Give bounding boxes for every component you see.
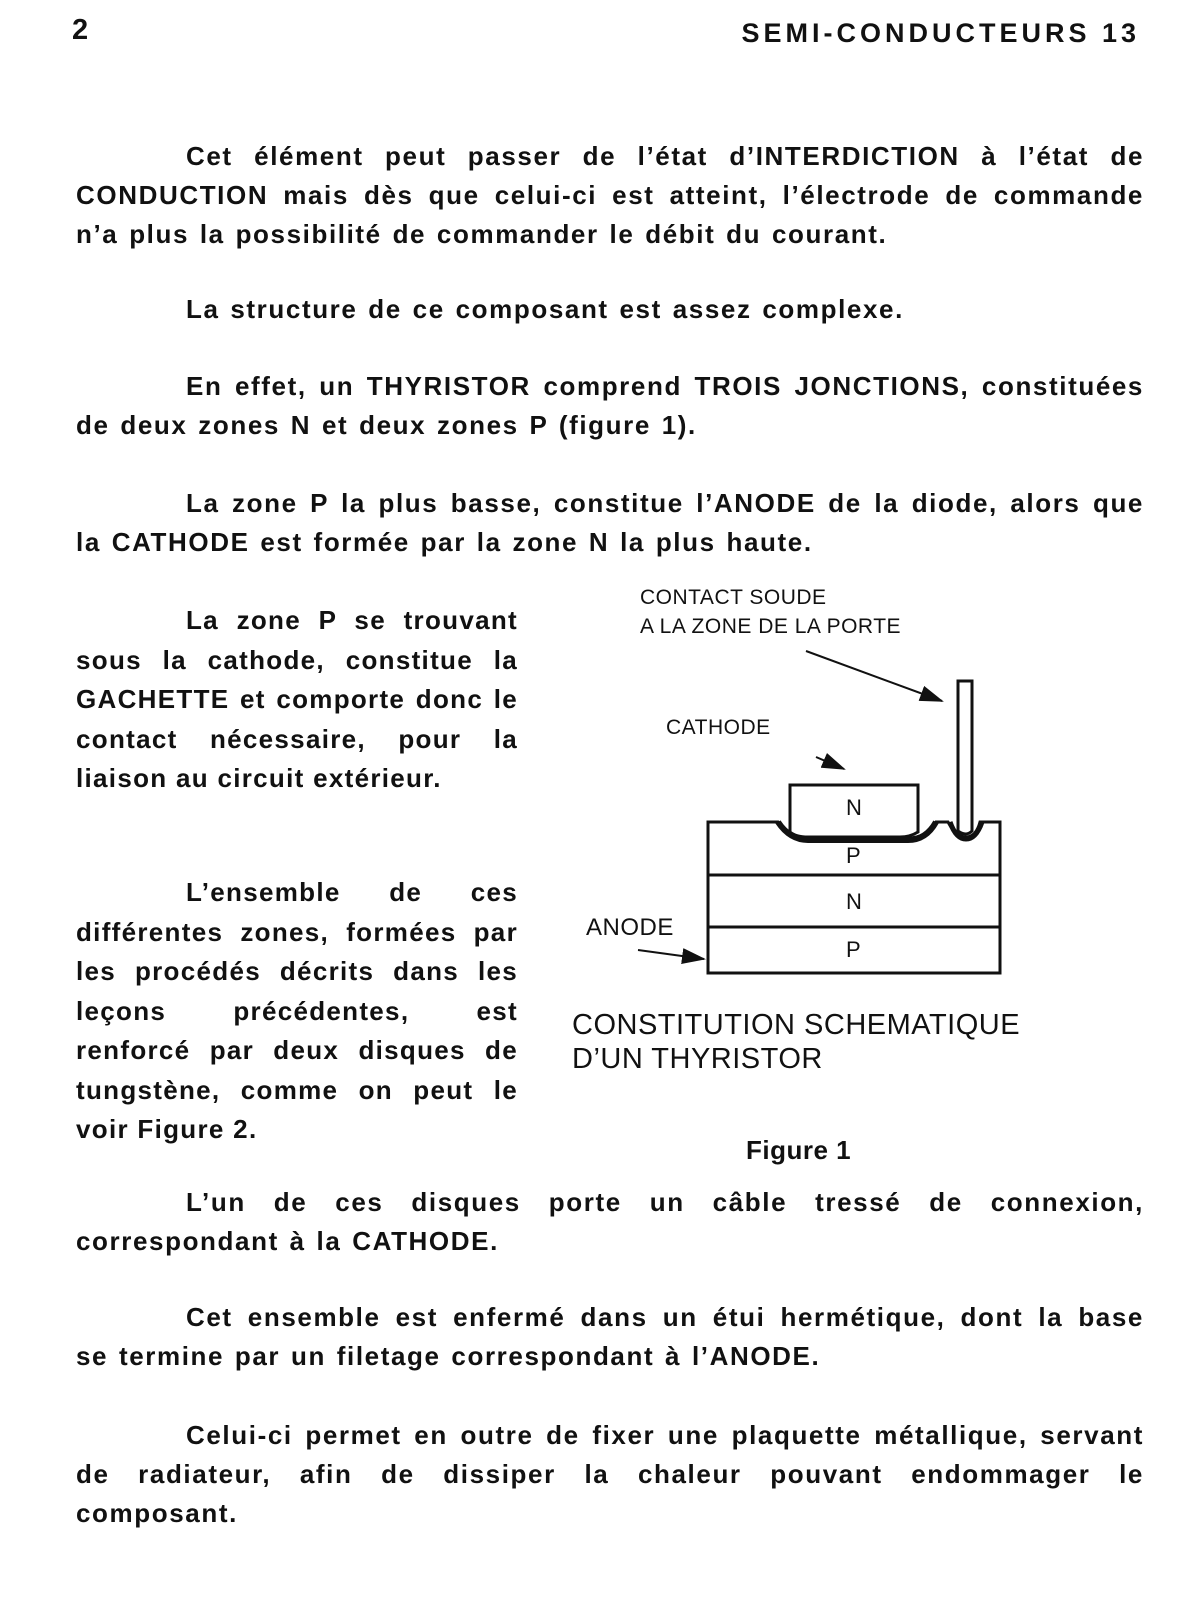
paragraph-4-text: La zone P la plus basse, constitue l’ANODE de la diode, alors que la CATHODE est formée par la zone N la plus haute. — [76, 488, 1144, 557]
page-number: 2 — [72, 14, 90, 46]
paragraph-1 — [76, 137, 1144, 254]
paragraph-6 — [76, 873, 518, 1150]
contact-label-line2: A LA ZONE DE LA PORTE — [640, 615, 902, 638]
paragraph-3 — [76, 367, 1144, 445]
figure-caption-line2: D’UN THYRISTOR — [572, 1043, 823, 1075]
paragraph-6-text: L’ensemble de ces différentes zones, formées par les procédés décrits dans les leçons précédentes, est renforcé par deux disques de tungstène, comme on peut le voir Figure 2. — [76, 877, 518, 1144]
paragraph-4 — [76, 484, 1144, 562]
anode-arrow — [638, 950, 704, 959]
paragraph-7 — [76, 1183, 1144, 1261]
paragraph-9 — [76, 1416, 1144, 1533]
gate-contact-rod — [958, 681, 972, 834]
paragraph-7-text: L’un de ces disques porte un câble tressé de connexion, correspondant à la CATHODE. — [76, 1187, 1144, 1256]
cathode-label: CATHODE — [666, 716, 771, 739]
paragraph-8 — [76, 1298, 1144, 1376]
layer-label-n-middle: N — [846, 889, 863, 914]
paragraph-3-text: En effet, un THYRISTOR comprend TROIS JONCTIONS, constituées de deux zones N et deux zones P (figure 1). — [76, 371, 1144, 440]
contact-label-line1: CONTACT SOUDE — [640, 586, 827, 609]
paragraph-5-text: La zone P se trouvant sous la cathode, constitue la GACHETTE et comporte donc le contact nécessaire, pour la liaison au circuit extérieur. — [76, 605, 518, 793]
layer-label-p-top: P — [846, 843, 862, 868]
paragraph-2 — [76, 290, 1144, 329]
paragraph-1-text: Cet élément peut passer de l’état d’INTERDICTION à l’état de CONDUCTION mais dès que celui-ci est atteint, l’électrode de commande n’a plus la possibilité de commander le débit du courant. — [76, 141, 1144, 249]
running-title: SEMI-CONDUCTEURS 13 — [741, 18, 1140, 48]
figure-caption-line1: CONSTITUTION SCHEMATIQUE — [572, 1009, 1021, 1041]
layer-label-p-bottom: P — [846, 937, 862, 962]
cathode-arrow — [816, 757, 844, 769]
paragraph-9-text: Celui-ci permet en outre de fixer une plaquette métallique, servant de radiateur, afin de dissiper la chaleur pouvant endommager le composant. — [76, 1420, 1144, 1528]
paragraph-5 — [76, 601, 518, 799]
figure-1 — [572, 585, 1140, 1215]
anode-label: ANODE — [586, 914, 674, 941]
paragraph-2-text: La structure de ce composant est assez complexe. — [186, 294, 904, 324]
paragraph-8-text: Cet ensemble est enfermé dans un étui hermétique, dont la base se termine par un filetage correspondant à l’ANODE. — [76, 1302, 1144, 1371]
contact-arrow — [806, 651, 942, 701]
figure-number: Figure 1 — [746, 1135, 852, 1165]
layer-label-n-top: N — [846, 795, 863, 820]
